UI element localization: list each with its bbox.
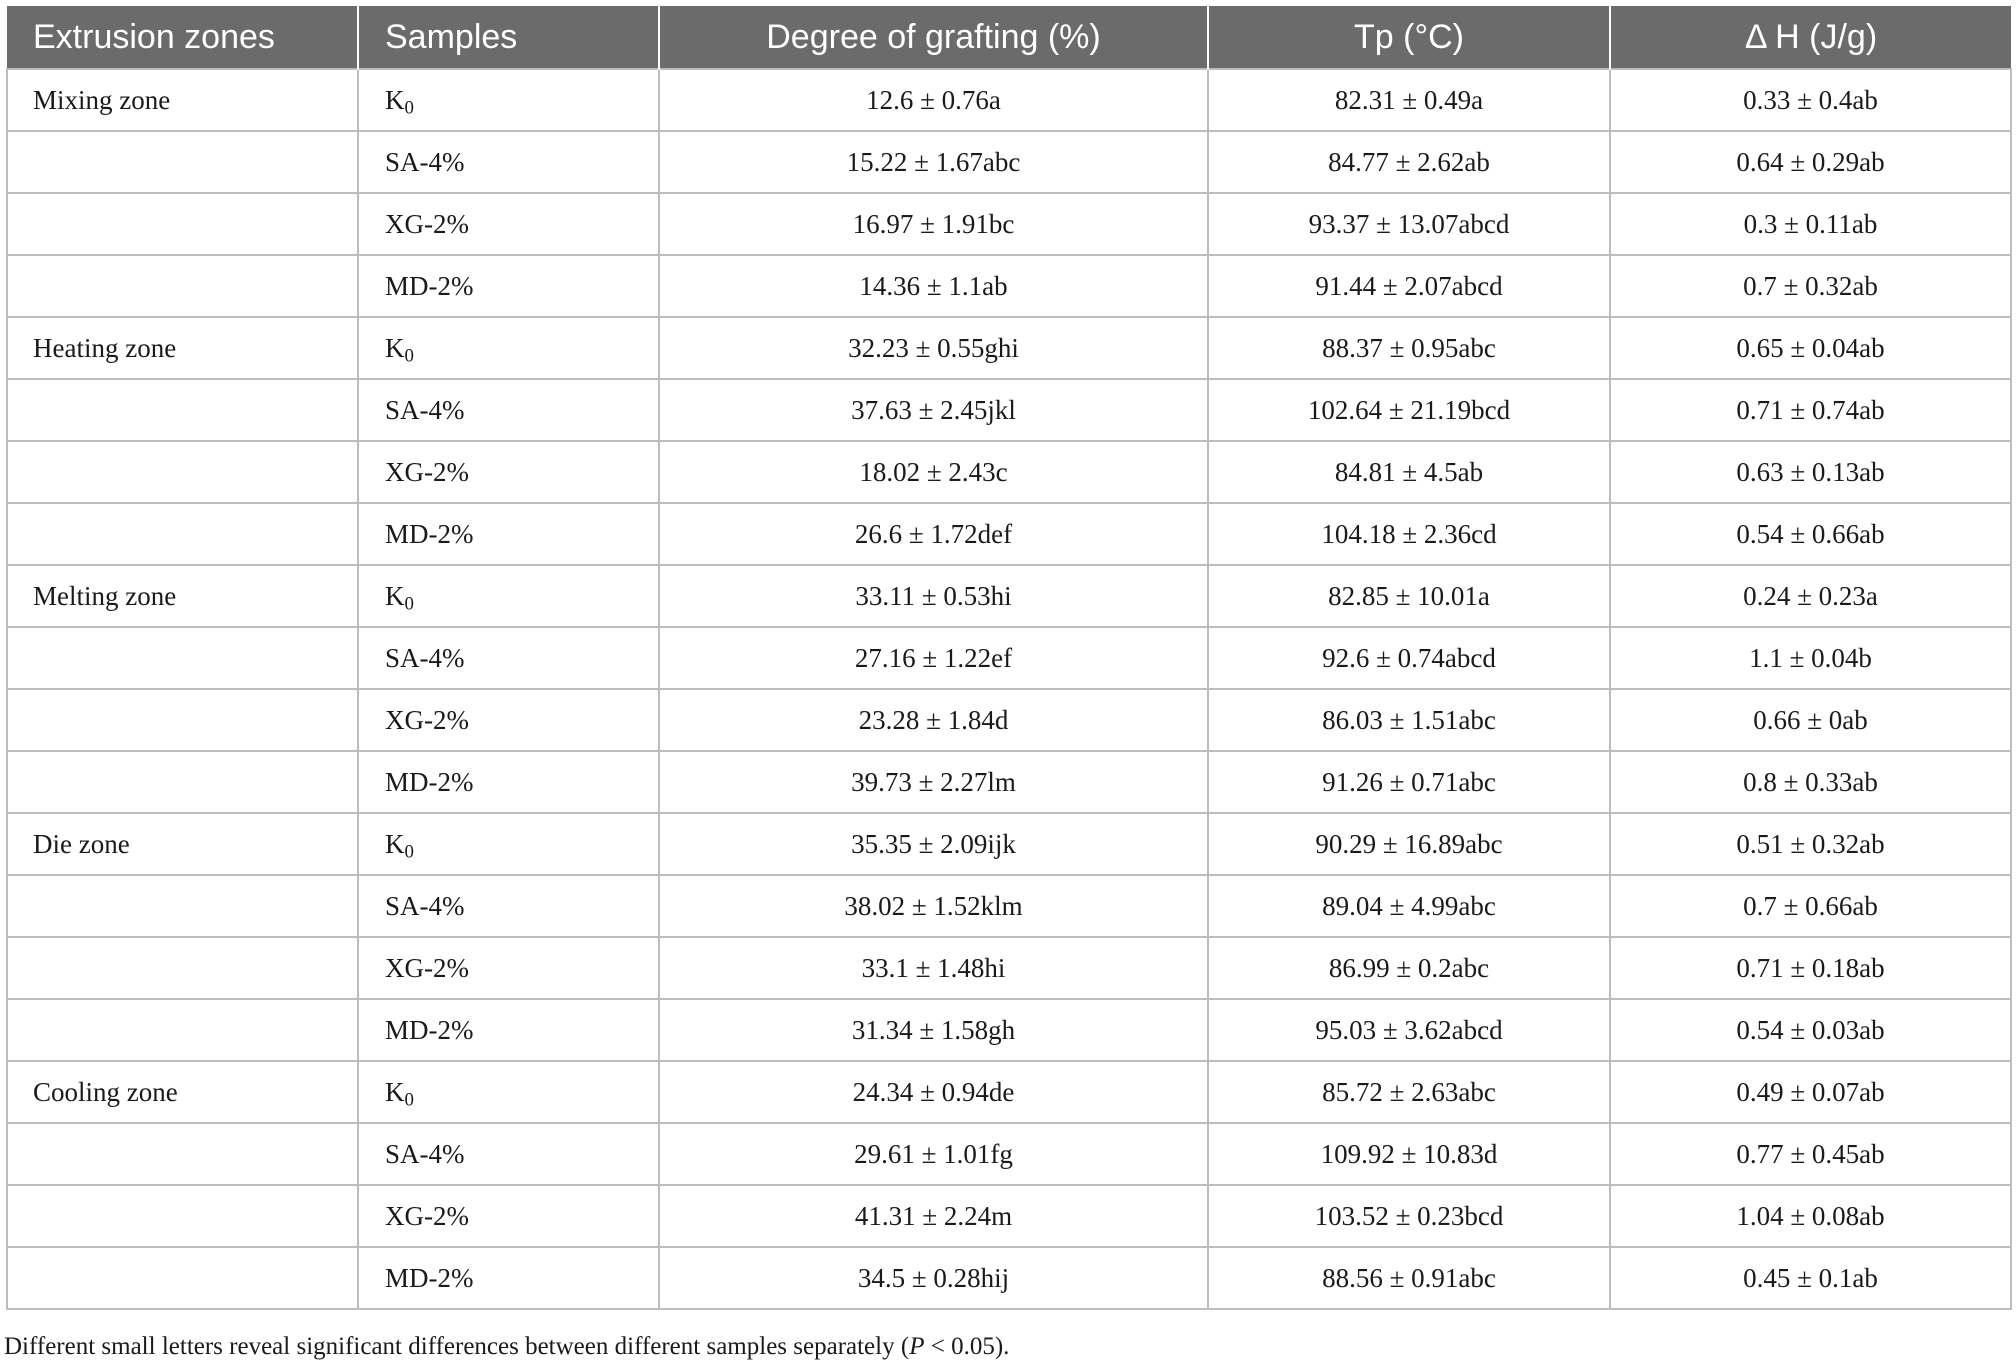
header-delta-h: Δ H (J/g) (1610, 6, 2011, 69)
sample-label: SA-4% (385, 642, 465, 673)
table-row (7, 689, 2011, 751)
sample-cell (358, 255, 659, 317)
sample-cell (358, 565, 659, 627)
header-tp: Tp (°C) (1208, 6, 1610, 69)
zone-cell (7, 999, 358, 1061)
sample-label: MD-2% (385, 270, 474, 301)
zone-cell (7, 255, 358, 317)
tp-cell: 102.64 ± 21.19bcd (1208, 379, 1610, 441)
table-row (7, 627, 2011, 689)
sample-cell (358, 131, 659, 193)
zone-cell (7, 441, 358, 503)
tp-cell: 95.03 ± 3.62abcd (1208, 999, 1610, 1061)
sample-label: SA-4% (385, 1138, 465, 1169)
sample-cell (358, 69, 659, 131)
table-row (7, 317, 2011, 379)
grafting-cell: 23.28 ± 1.84d (659, 689, 1208, 751)
table-row (7, 875, 2011, 937)
zone-cell (7, 689, 358, 751)
tp-cell: 103.52 ± 0.23bcd (1208, 1185, 1610, 1247)
grafting-cell: 27.16 ± 1.22ef (659, 627, 1208, 689)
sample-cell (358, 689, 659, 751)
sample-label: XG-2% (385, 208, 469, 239)
zone-cell (7, 503, 358, 565)
sample-cell (358, 379, 659, 441)
zone-cell: Mixing zone (7, 69, 358, 131)
delta-h-cell: 0.7 ± 0.32ab (1610, 255, 2011, 317)
sample-label: K (385, 580, 405, 611)
zone-cell (7, 875, 358, 937)
sample-cell (358, 193, 659, 255)
tp-cell: 91.44 ± 2.07abcd (1208, 255, 1610, 317)
sample-label: K (385, 1076, 405, 1107)
table-row (7, 69, 2011, 131)
delta-h-cell: 0.33 ± 0.4ab (1610, 69, 2011, 131)
footnote-text: Different small letters reveal significant differences between different samples separately ( (4, 1333, 910, 1360)
delta-h-cell: 0.54 ± 0.66ab (1610, 503, 2011, 565)
tp-cell: 84.81 ± 4.5ab (1208, 441, 1610, 503)
sample-cell (358, 751, 659, 813)
zone-cell: Die zone (7, 813, 358, 875)
tp-cell: 85.72 ± 2.63abc (1208, 1061, 1610, 1123)
sample-cell (358, 999, 659, 1061)
tp-cell: 88.37 ± 0.95abc (1208, 317, 1610, 379)
table-row (7, 131, 2011, 193)
sample-cell (358, 441, 659, 503)
tp-cell: 104.18 ± 2.36cd (1208, 503, 1610, 565)
tp-cell: 82.85 ± 10.01a (1208, 565, 1610, 627)
zone-cell: Cooling zone (7, 1061, 358, 1123)
table-footnote (4, 1333, 1009, 1361)
footnote-text-end: < 0.05). (924, 1333, 1010, 1360)
table-row (7, 1247, 2011, 1309)
sample-cell (358, 1247, 659, 1309)
sample-cell (358, 813, 659, 875)
sample-label: XG-2% (385, 456, 469, 487)
tp-cell: 89.04 ± 4.99abc (1208, 875, 1610, 937)
table-row (7, 379, 2011, 441)
sample-label: XG-2% (385, 704, 469, 735)
sample-cell (358, 503, 659, 565)
sample-label: MD-2% (385, 1014, 474, 1045)
grafting-cell: 39.73 ± 2.27lm (659, 751, 1208, 813)
tp-cell: 82.31 ± 0.49a (1208, 69, 1610, 131)
header-degree-of-grafting: Degree of grafting (%) (659, 6, 1208, 69)
delta-h-cell: 1.04 ± 0.08ab (1610, 1185, 2011, 1247)
delta-h-cell: 0.66 ± 0ab (1610, 689, 2011, 751)
sample-subscript: 0 (404, 593, 414, 615)
zone-cell (7, 627, 358, 689)
table-row (7, 1061, 2011, 1123)
sample-cell (358, 875, 659, 937)
delta-h-cell: 0.7 ± 0.66ab (1610, 875, 2011, 937)
table-row (7, 193, 2011, 255)
delta-h-cell: 0.71 ± 0.74ab (1610, 379, 2011, 441)
delta-h-cell: 0.24 ± 0.23a (1610, 565, 2011, 627)
footnote-p-symbol: P (909, 1333, 925, 1360)
zone-cell: Melting zone (7, 565, 358, 627)
sample-subscript: 0 (404, 841, 414, 863)
sample-subscript: 0 (404, 97, 414, 119)
zone-cell (7, 751, 358, 813)
grafting-cell: 15.22 ± 1.67abc (659, 131, 1208, 193)
sample-subscript: 0 (404, 1089, 414, 1111)
sample-label: MD-2% (385, 766, 474, 797)
zone-cell (7, 379, 358, 441)
sample-cell (358, 627, 659, 689)
zone-cell (7, 193, 358, 255)
grafting-cell: 35.35 ± 2.09ijk (659, 813, 1208, 875)
grafting-cell: 14.36 ± 1.1ab (659, 255, 1208, 317)
header-extrusion-zones: Extrusion zones (7, 6, 358, 69)
tp-cell: 88.56 ± 0.91abc (1208, 1247, 1610, 1309)
table-row (7, 565, 2011, 627)
sample-label: K (385, 84, 405, 115)
delta-h-cell: 0.49 ± 0.07ab (1610, 1061, 2011, 1123)
tp-cell: 109.92 ± 10.83d (1208, 1123, 1610, 1185)
grafting-cell: 16.97 ± 1.91bc (659, 193, 1208, 255)
zone-cell: Heating zone (7, 317, 358, 379)
delta-h-cell: 0.45 ± 0.1ab (1610, 1247, 2011, 1309)
table-row (7, 255, 2011, 317)
table-row (7, 937, 2011, 999)
sample-label: SA-4% (385, 146, 465, 177)
sample-cell (358, 937, 659, 999)
sample-label: XG-2% (385, 1200, 469, 1231)
grafting-cell: 33.11 ± 0.53hi (659, 565, 1208, 627)
sample-cell (358, 1123, 659, 1185)
tp-cell: 93.37 ± 13.07abcd (1208, 193, 1610, 255)
grafting-cell: 38.02 ± 1.52klm (659, 875, 1208, 937)
grafting-cell: 29.61 ± 1.01fg (659, 1123, 1208, 1185)
delta-h-cell: 0.77 ± 0.45ab (1610, 1123, 2011, 1185)
table-row (7, 503, 2011, 565)
grafting-cell: 26.6 ± 1.72def (659, 503, 1208, 565)
zone-cell (7, 131, 358, 193)
grafting-cell: 33.1 ± 1.48hi (659, 937, 1208, 999)
table-row (7, 441, 2011, 503)
sample-cell (358, 317, 659, 379)
table-row (7, 1123, 2011, 1185)
grafting-cell: 41.31 ± 2.24m (659, 1185, 1208, 1247)
tp-cell: 91.26 ± 0.71abc (1208, 751, 1610, 813)
delta-h-cell: 0.63 ± 0.13ab (1610, 441, 2011, 503)
tp-cell: 92.6 ± 0.74abcd (1208, 627, 1610, 689)
delta-h-cell: 0.51 ± 0.32ab (1610, 813, 2011, 875)
header-samples: Samples (358, 6, 659, 69)
sample-label: SA-4% (385, 890, 465, 921)
table-row (7, 813, 2011, 875)
delta-h-cell: 0.8 ± 0.33ab (1610, 751, 2011, 813)
table-row (7, 751, 2011, 813)
sample-label: XG-2% (385, 952, 469, 983)
grafting-cell: 34.5 ± 0.28hij (659, 1247, 1208, 1309)
grafting-cell: 18.02 ± 2.43c (659, 441, 1208, 503)
sample-label: MD-2% (385, 1262, 474, 1293)
zone-cell (7, 1185, 358, 1247)
delta-h-cell: 0.65 ± 0.04ab (1610, 317, 2011, 379)
delta-h-cell: 0.71 ± 0.18ab (1610, 937, 2011, 999)
sample-label: K (385, 332, 405, 363)
zone-cell (7, 1247, 358, 1309)
sample-label: SA-4% (385, 394, 465, 425)
table-body (7, 69, 2011, 1309)
delta-h-cell: 0.54 ± 0.03ab (1610, 999, 2011, 1061)
delta-h-cell: 0.64 ± 0.29ab (1610, 131, 2011, 193)
sample-cell (358, 1061, 659, 1123)
sample-label: MD-2% (385, 518, 474, 549)
tp-cell: 86.03 ± 1.51abc (1208, 689, 1610, 751)
tp-cell: 84.77 ± 2.62ab (1208, 131, 1610, 193)
sample-cell (358, 1185, 659, 1247)
sample-subscript: 0 (404, 345, 414, 367)
grafting-cell: 31.34 ± 1.58gh (659, 999, 1208, 1061)
delta-h-cell: 1.1 ± 0.04b (1610, 627, 2011, 689)
sample-label: K (385, 828, 405, 859)
grafting-cell: 12.6 ± 0.76a (659, 69, 1208, 131)
grafting-cell: 32.23 ± 0.55ghi (659, 317, 1208, 379)
grafting-cell: 24.34 ± 0.94de (659, 1061, 1208, 1123)
grafting-cell: 37.63 ± 2.45jkl (659, 379, 1208, 441)
zone-cell (7, 937, 358, 999)
zone-cell (7, 1123, 358, 1185)
delta-h-cell: 0.3 ± 0.11ab (1610, 193, 2011, 255)
tp-cell: 90.29 ± 16.89abc (1208, 813, 1610, 875)
tp-cell: 86.99 ± 0.2abc (1208, 937, 1610, 999)
table-row (7, 999, 2011, 1061)
table-row (7, 1185, 2011, 1247)
data-table (6, 6, 2012, 1310)
header-row (7, 6, 2011, 69)
